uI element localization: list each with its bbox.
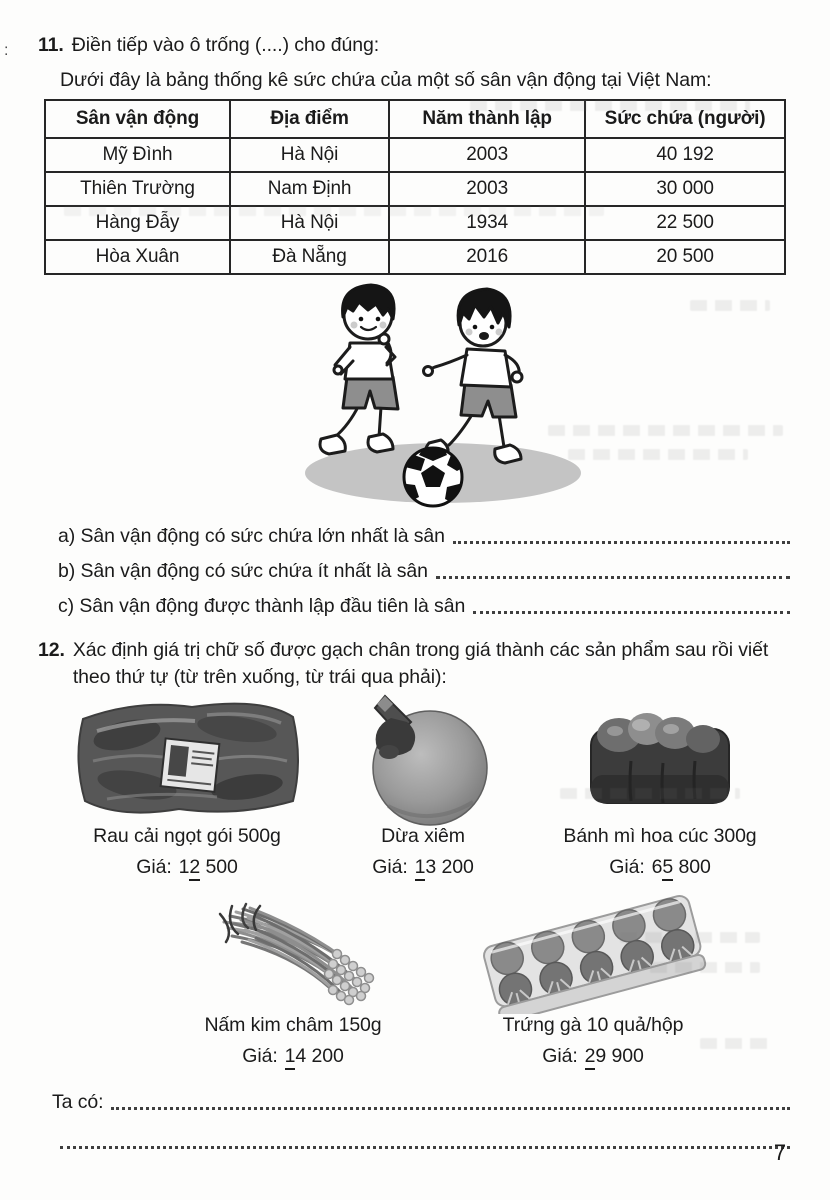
bread-loaf-image (579, 703, 741, 815)
problem-11-number: 11. (38, 34, 64, 56)
price-label: Giá: (242, 1045, 278, 1067)
underlined-digit: 1 (285, 1045, 296, 1070)
table-cell: 1934 (389, 206, 585, 240)
product-name: Nấm kim châm 150g (204, 1014, 382, 1036)
product-price (242, 1044, 343, 1068)
price-part: 9 900 (595, 1045, 644, 1067)
greens-bag-image (67, 695, 307, 823)
price-part: 1 (178, 856, 190, 878)
product-price (542, 1044, 643, 1068)
underlined-digit: 2 (585, 1045, 596, 1070)
table-cell: 22 500 (585, 206, 785, 240)
enoki-mushrooms-image (186, 894, 401, 1012)
price-label: Giá: (609, 856, 645, 878)
product-name: Dừa xiêm (381, 825, 465, 847)
product-name: Bánh mì hoa cúc 300g (563, 825, 757, 847)
products-row-2 (168, 893, 790, 1068)
price-label: Giá: (136, 856, 172, 878)
problem-12 (38, 637, 790, 1149)
price-digits (179, 856, 238, 881)
product-enoki (168, 893, 418, 1068)
coconut-image (333, 688, 513, 830)
table-cell: Đà Nẵng (230, 240, 389, 274)
product-price (372, 855, 473, 879)
price-part: 800 (673, 856, 711, 878)
stadium-table-header: Sân vận động (45, 100, 230, 138)
price-digits (285, 1045, 344, 1070)
product-price (609, 855, 710, 879)
table-row (45, 240, 785, 274)
question-c (58, 594, 790, 618)
scan-edge-mark: : (4, 42, 9, 59)
stadium-table (44, 99, 786, 275)
product-eggs (458, 893, 728, 1068)
underlined-digit: 1 (415, 856, 426, 881)
table-cell: Hà Nội (230, 138, 389, 172)
table-cell: Hàng Đẫy (45, 206, 230, 240)
table-row (45, 172, 785, 206)
boy-left (320, 285, 398, 454)
price-part: 4 200 (295, 1045, 344, 1067)
answer-blank (453, 541, 790, 544)
price-label: Giá: (542, 1045, 578, 1067)
table-cell: 2003 (389, 138, 585, 172)
question-c-text: c) Sân vận động được thành lập đầu tiên là sân (58, 595, 466, 617)
question-a-text: a) Sân vận động có sức chứa lớn nhất là sân (58, 525, 445, 547)
stadium-table-header: Sức chứa (người) (585, 100, 785, 138)
problem-12-number: 12. (38, 639, 65, 661)
product-price (136, 855, 237, 879)
product-name: Rau cải ngọt gói 500g (93, 825, 281, 847)
price-part: 500 (200, 856, 238, 878)
problem-11-title: Điền tiếp vào ô trống (....) cho đúng: (71, 34, 380, 56)
table-cell: Mỹ Đình (45, 138, 230, 172)
table-cell: Hà Nội (230, 206, 389, 240)
stadium-table-header: Năm thành lập (389, 100, 585, 138)
product-name: Trứng gà 10 quả/hộp (502, 1014, 684, 1036)
price-digits (652, 856, 711, 881)
answer-blank (473, 611, 790, 614)
price-label: Giá: (372, 856, 408, 878)
stadium-table-header: Địa điểm (230, 100, 389, 138)
table-cell: Nam Định (230, 172, 389, 206)
answer-blank-line-2 (60, 1146, 790, 1149)
price-digits (585, 1045, 644, 1070)
products-row-1 (62, 694, 790, 879)
answer-blank (111, 1107, 790, 1110)
answer-line (52, 1090, 790, 1114)
table-cell: Thiên Trường (45, 172, 230, 206)
table-cell: Hòa Xuân (45, 240, 230, 274)
question-b (58, 559, 790, 583)
product-bread (544, 694, 776, 879)
price-part: 3 200 (425, 856, 474, 878)
table-cell: 2016 (389, 240, 585, 274)
price-part: 6 (651, 856, 663, 878)
table-row (45, 138, 785, 172)
egg-carton-image (473, 892, 713, 1014)
problem-11-intro: Dưới đây là bảng thống kê sức chứa của một số sân vận động tại Việt Nam: (60, 69, 712, 91)
table-cell: 30 000 (585, 172, 785, 206)
question-b-text: b) Sân vận động có sức chứa ít nhất là sân (58, 560, 428, 582)
problem-11 (38, 32, 790, 618)
product-greens (62, 694, 312, 879)
boy-right (424, 289, 523, 463)
soccer-kids-illustration (283, 277, 593, 509)
table-row (45, 206, 785, 240)
table-cell: 20 500 (585, 240, 785, 274)
question-a (58, 524, 790, 548)
answer-blank (436, 576, 790, 579)
page-number: 7 (773, 1140, 786, 1165)
problem-12-title: Xác định giá trị chữ số được gạch chân trong giá thành các sản phẩm sau rồi viết theo thứ tự (từ trên xuống, từ trái qua phải): (72, 639, 769, 688)
price-digits (415, 856, 474, 881)
underlined-digit: 2 (189, 856, 200, 881)
problem-11-questions (58, 524, 790, 618)
table-cell: 2003 (389, 172, 585, 206)
underlined-digit: 5 (662, 856, 673, 881)
table-header-row (45, 100, 785, 138)
table-cell: 40 192 (585, 138, 785, 172)
answer-label: Ta có: (52, 1091, 104, 1113)
product-coconut (312, 694, 534, 879)
